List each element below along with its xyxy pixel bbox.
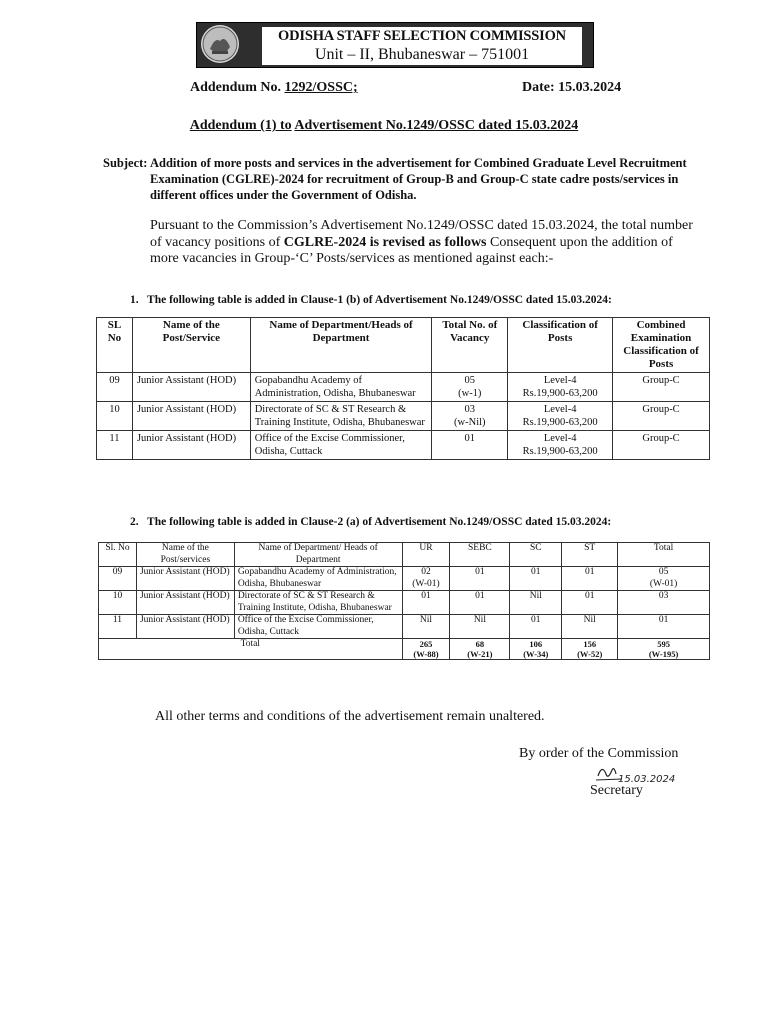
cell-sebc: Nil — [450, 615, 510, 639]
clause-2-text: The following table is added in Clause-2 (a) of Advertisement No.1249/OSSC dated 15.03.2024: — [147, 516, 612, 528]
org-address: Unit – II, Bhubaneswar – 751001 — [262, 45, 582, 65]
cell-post: Junior Assistant (HOD) — [132, 402, 250, 431]
col-vacancy: Total No. of Vacancy — [432, 318, 508, 373]
cell-vacancy — [432, 431, 508, 460]
cell-sc: 01 — [510, 567, 562, 591]
total-sebc-count: 68 — [475, 639, 485, 649]
cell-dept: Office of the Excise Commissioner, Odisha, Cuttack — [234, 615, 402, 639]
col-sl: Sl. No — [99, 543, 137, 567]
order-line: By order of the Commission — [519, 746, 679, 761]
addendum-heading-ref: Advertisement No.1249/OSSC dated 15.03.2024 — [294, 118, 579, 133]
closing-terms: All other terms and conditions of the advertisement remain unaltered. — [155, 709, 545, 724]
table-row — [99, 591, 710, 615]
clause-2-heading — [130, 516, 611, 528]
cell-classification — [508, 431, 613, 460]
col-dept: Name of Department/ Heads of Department — [234, 543, 402, 567]
table-row — [97, 431, 710, 460]
cell-dept: Directorate of SC & ST Research & Training Institute, Odisha, Bhubaneswar — [250, 402, 432, 431]
total-st — [562, 639, 618, 660]
total-all — [618, 639, 710, 660]
vacancy-women: (w-1) — [458, 388, 482, 399]
pay-level: Level-4 — [543, 404, 577, 415]
table-clause-2 — [98, 542, 710, 660]
cell-st: Nil — [562, 615, 618, 639]
cell-dept: Gopabandhu Academy of Administration, Odisha, Bhubaneswar — [250, 373, 432, 402]
col-ur: UR — [402, 543, 450, 567]
addendum-heading — [0, 118, 768, 134]
designation: Secretary — [590, 783, 643, 798]
col-sebc: SEBC — [450, 543, 510, 567]
cell-ur: 01 — [402, 591, 450, 615]
col-st: ST — [562, 543, 618, 567]
col-sc: SC — [510, 543, 562, 567]
col-total: Total — [618, 543, 710, 567]
table-row — [97, 373, 710, 402]
table-header-row — [97, 318, 710, 373]
ur-count: 02 — [421, 567, 431, 577]
cell-group: Group-C — [613, 373, 710, 402]
para-part-2: Consequent upon the addition of more vacancies in Group-‘C’ Posts/services as mentioned against each:- — [150, 234, 673, 266]
pay-level: Level-4 — [543, 433, 577, 444]
col-post: Name of the Post/Service — [132, 318, 250, 373]
cell-ur: Nil — [402, 615, 450, 639]
total-sebc-women: (W-21) — [467, 649, 493, 659]
col-post: Name of the Post/services — [136, 543, 234, 567]
cell-sl: 11 — [97, 431, 133, 460]
cell-group: Group-C — [613, 431, 710, 460]
cell-dept: Gopabandhu Academy of Administration, Odisha, Bhubaneswar — [234, 567, 402, 591]
total-ur-women: (W-88) — [413, 649, 439, 659]
cell-post: Junior Assistant (HOD) — [136, 591, 234, 615]
cell-sc: 01 — [510, 615, 562, 639]
addendum-heading-prefix: Addendum (1) to — [189, 118, 292, 133]
total-count: 05 — [658, 567, 669, 577]
total-st-women: (W-52) — [577, 649, 603, 659]
ur-women: (W-01) — [412, 578, 440, 589]
table-row — [99, 615, 710, 639]
cell-post: Junior Assistant (HOD) — [136, 567, 234, 591]
total-all-women: (W-195) — [648, 649, 679, 659]
total-sc — [510, 639, 562, 660]
cell-sl: 10 — [99, 591, 137, 615]
cell-total: 01 — [618, 615, 710, 639]
pay-scale: Rs.19,900-63,200 — [522, 388, 598, 399]
total-st-count: 156 — [583, 639, 597, 649]
cell-st: 01 — [562, 567, 618, 591]
table-row — [99, 567, 710, 591]
total-women: (W-01) — [649, 578, 678, 589]
vacancy-women: (w-Nil) — [454, 417, 486, 428]
addendum-number-value: 1292/OSSC; — [284, 80, 358, 95]
col-dept: Name of Department/Heads of Department — [250, 318, 432, 373]
clause-2-number: 2. — [130, 516, 139, 528]
cell-ur — [402, 567, 450, 591]
cell-post: Junior Assistant (HOD) — [132, 431, 250, 460]
cell-total — [618, 567, 710, 591]
cell-st: 01 — [562, 591, 618, 615]
table-total-row — [99, 639, 710, 660]
pay-scale: Rs.19,900-63,200 — [522, 417, 598, 428]
pay-level: Level-4 — [543, 375, 577, 386]
table-row — [97, 402, 710, 431]
total-sc-count: 106 — [529, 639, 543, 649]
table-clause-1 — [96, 317, 710, 460]
cell-vacancy — [432, 402, 508, 431]
col-combined: Combined Examination Classification of Posts — [613, 318, 710, 373]
clause-1-heading — [130, 294, 612, 306]
cell-sl: 11 — [99, 615, 137, 639]
cell-sebc: 01 — [450, 567, 510, 591]
cell-vacancy — [432, 373, 508, 402]
cell-sc: Nil — [510, 591, 562, 615]
addendum-date: Date: 15.03.2024 — [522, 80, 622, 95]
clause-1-text: The following table is added in Clause-1 (b) of Advertisement No.1249/OSSC dated 15.03.2024: — [147, 294, 612, 306]
table-header-row — [99, 543, 710, 567]
cell-sl: 09 — [99, 567, 137, 591]
total-sc-women: (W-34) — [523, 649, 549, 659]
cell-dept: Office of the Excise Commissioner, Odisha, Cuttack — [250, 431, 432, 460]
addendum-number — [190, 80, 358, 96]
vacancy-count: 03 — [464, 404, 476, 415]
subject-text: Addition of more posts and services in the advertisement for Combined Graduate Level Recruitment Examination (CGLRE)-2024 for recruitment of Group-B and Group-C state cadre posts/services in different offices under the Government of Odisha. — [150, 156, 687, 202]
para-part-1: Pursuant to the Commission’s Advertisement No.1249/OSSC dated 15.03.2024, the total number of vacancy positions of — [150, 218, 693, 250]
vacancy-count: 01 — [464, 433, 476, 444]
total-ur — [402, 639, 450, 660]
cell-post: Junior Assistant (HOD) — [132, 373, 250, 402]
cell-sebc: 01 — [450, 591, 510, 615]
cell-sl: 10 — [97, 402, 133, 431]
org-name: ODISHA STAFF SELECTION COMMISSION — [262, 27, 582, 45]
clause-1-number: 1. — [130, 294, 139, 306]
para-bold: CGLRE-2024 is revised as follows — [283, 234, 487, 250]
cell-total: 03 — [618, 591, 710, 615]
cell-group: Group-C — [613, 402, 710, 431]
total-sebc — [450, 639, 510, 660]
total-ur-count: 265 — [419, 639, 433, 649]
col-classification: Classification of Posts — [508, 318, 613, 373]
subject — [103, 155, 703, 203]
cell-sl: 09 — [97, 373, 133, 402]
vacancy-count: 05 — [464, 375, 476, 386]
pay-scale: Rs.19,900-63,200 — [522, 446, 598, 457]
cell-post: Junior Assistant (HOD) — [136, 615, 234, 639]
cell-classification — [508, 373, 613, 402]
col-sl: SL No — [97, 318, 133, 373]
cell-dept: Directorate of SC & ST Research & Training Institute, Odisha, Bhubaneswar — [234, 591, 402, 615]
cell-classification — [508, 402, 613, 431]
addendum-number-label: Addendum No. — [190, 80, 282, 95]
subject-label: Subject: — [103, 156, 148, 170]
body-paragraph — [150, 218, 705, 268]
emblem-icon — [201, 25, 239, 63]
signature-date: 15.03.2024 — [618, 774, 676, 785]
total-all-count: 595 — [657, 639, 670, 649]
total-label: Total — [99, 639, 403, 660]
